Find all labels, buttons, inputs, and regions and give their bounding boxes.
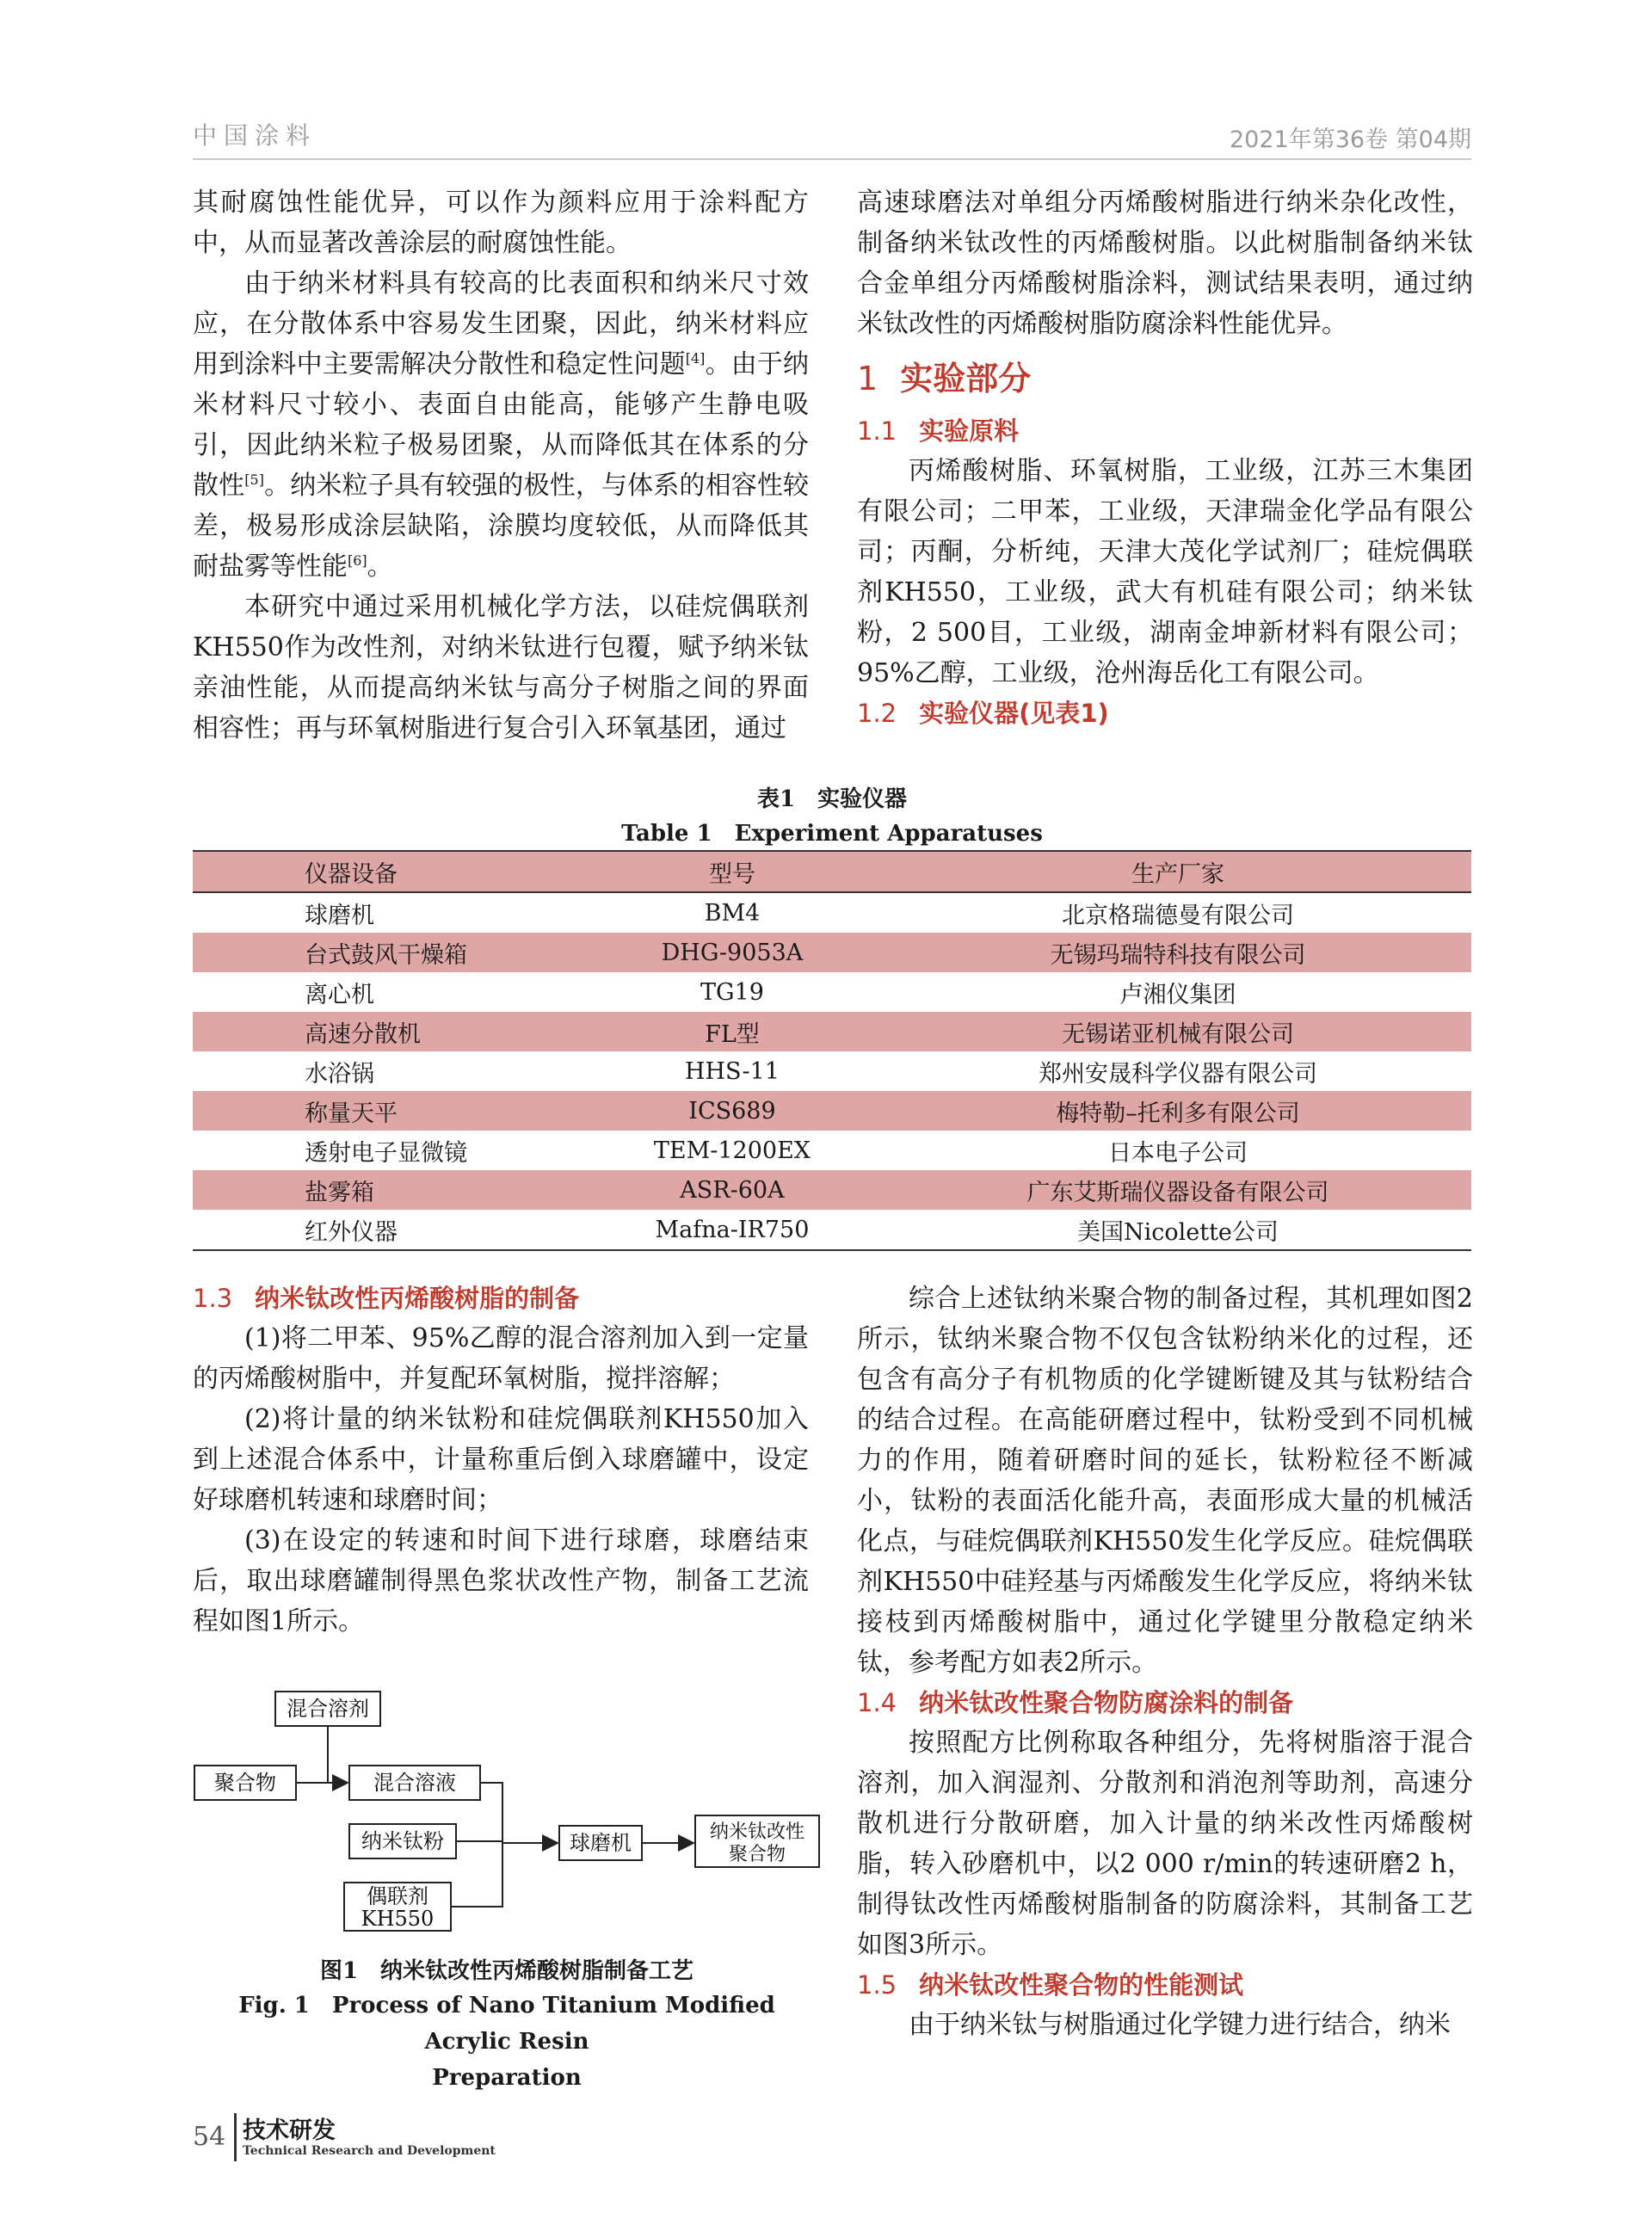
table-cell: 盐雾箱 xyxy=(305,1179,374,1206)
table-cell: 北京格瑞德曼有限公司 xyxy=(1061,902,1294,929)
footer-divider xyxy=(234,2113,237,2161)
label-nano-ti: 纳米钛粉 xyxy=(361,1829,444,1853)
table-row xyxy=(193,933,1471,972)
section-heading: 1 实验部分 xyxy=(857,360,1032,398)
paragraph: 由于纳米材料具有较高的比表面积和纳米尺寸效应，在分散体系中容易发生团聚，因此，纳米材料应用到涂料中主要需解决分散性和稳定性问题[4]。由于纳米材料尺寸较小、表面自由能高，能够产生静电吸引，因此纳米粒子极易团聚，从而降低其在体系的分散性[5]。纳米粒子具有较强的极性，与体系的相容性较差，极易形成涂层缺陷，涂膜均度较低，从而降低其耐盐雾等性能[6]。 xyxy=(193,268,810,582)
table-cell: 无锡诺亚机械有限公司 xyxy=(1061,1020,1294,1048)
table-cell: 卢湘仪集团 xyxy=(1119,981,1236,1008)
table-cell: 称量天平 xyxy=(305,1100,398,1127)
step-1: (1)将二甲苯、95%乙醇的混合溶剂加入到一定量的丙烯酸树脂中，并复配环氧树脂，搅拌溶解； xyxy=(193,1323,809,1394)
subsection-heading: 1.4 纳米钛改性聚合物防腐涂料的制备 xyxy=(857,1688,1294,1717)
table-cell: BM4 xyxy=(704,899,761,927)
table-row xyxy=(193,1210,1471,1250)
figure-caption-en: Fig. 1 Process of Nano Titanium Modified Acrylic Resin Preparation xyxy=(238,1993,775,2091)
table-cell: 透射电子显微镜 xyxy=(305,1139,467,1167)
table-cell: 红外仪器 xyxy=(305,1218,398,1246)
label-mixed-solvent: 混合溶剂 xyxy=(287,1697,369,1721)
table-cell: 高速分散机 xyxy=(305,1020,421,1048)
left-column-top xyxy=(193,182,809,749)
paragraph: 高速球磨法对单组分丙烯酸树脂进行纳米杂化改性，制备纳米钛改性的丙烯酸树脂。以此树脂制备纳米钛合金单组分丙烯酸树脂涂料，测试结果表明，通过纳米钛改性的丙烯酸树脂防腐涂料性能优异。 xyxy=(857,188,1473,339)
subsection-heading: 1.2 实验仪器(见表1) xyxy=(857,699,1109,728)
figure-caption: 图1 纳米钛改性丙烯酸树脂制备工艺 xyxy=(319,1958,694,1984)
table-cell: ICS689 xyxy=(688,1097,776,1125)
table-header-row xyxy=(193,851,1471,892)
table-caption-en: Table 1 Experiment Apparatuses xyxy=(621,821,1043,847)
page-number: 54 xyxy=(193,2122,226,2152)
table-row xyxy=(193,1170,1471,1210)
table-cell: 球磨机 xyxy=(305,902,374,929)
table-cell: 水浴锅 xyxy=(305,1060,374,1088)
label-product-1: 纳米钛改性 xyxy=(709,1821,805,1843)
table-cell: 广东艾斯瑞仪器设备有限公司 xyxy=(1026,1179,1329,1206)
journal-name: 中国涂料 xyxy=(193,121,317,150)
label-ball-mill: 球磨机 xyxy=(570,1831,632,1855)
paragraph: 本研究中通过采用机械化学方法，以硅烷偶联剂KH550作为改性剂，对纳米钛进行包覆，赋予纳米钛亲油性能，从而提高纳米钛与高分子树脂之间的界面相容性；再与环氧树脂进行复合引入环氧基团，通过 xyxy=(193,592,809,743)
citation: [6] xyxy=(348,552,367,569)
label-mixed-solution: 混合溶液 xyxy=(373,1771,456,1795)
subsection-heading: 1.5 纳米钛改性聚合物的性能测试 xyxy=(857,1970,1244,2000)
right-column-bottom xyxy=(857,1279,1473,2045)
table-cell: 美国Nicolette公司 xyxy=(1076,1218,1279,1246)
table-caption: 表1 实验仪器 xyxy=(756,786,908,812)
table-cell: DHG-9053A xyxy=(661,939,804,966)
section-label-en: Technical Research and Development xyxy=(243,2144,496,2158)
subsection-heading: 1.1 实验原料 xyxy=(857,416,1020,446)
table-cell: FL型 xyxy=(705,1020,760,1048)
label-polymer: 聚合物 xyxy=(214,1771,276,1795)
issue-info: 2021年第36卷 第04期 xyxy=(1229,126,1471,153)
label-coupling-agent-2: KH550 xyxy=(361,1907,435,1931)
step-2: (2)将计量的纳米钛粉和硅烷偶联剂KH550加入到上述混合体系中，计量称重后倒入球磨罐中，设定好球磨机转速和球磨时间； xyxy=(193,1404,809,1515)
label-product-2: 聚合物 xyxy=(728,1844,786,1865)
subsection-heading: 1.3 纳米钛改性丙烯酸树脂的制备 xyxy=(193,1284,580,1313)
table-row xyxy=(193,1131,1471,1170)
column-header: 型号 xyxy=(580,851,885,892)
table-cell: 无锡玛瑞特科技有限公司 xyxy=(1050,941,1306,969)
section-label: 技术研发 xyxy=(243,2117,336,2144)
header-rule xyxy=(193,158,1471,160)
table-cell: 梅特勒–托利多有限公司 xyxy=(1056,1100,1300,1127)
table-row xyxy=(193,1051,1471,1091)
table-cell: TG19 xyxy=(700,978,764,1006)
column-header: 生产厂家 xyxy=(885,851,1471,892)
table-cell: ASR-60A xyxy=(680,1176,785,1204)
table-cell: HHS-11 xyxy=(684,1057,780,1085)
table-row xyxy=(193,892,1471,933)
label-coupling-agent-1: 偶联剂 xyxy=(367,1884,428,1908)
step-3: (3)在设定的转速和时间下进行球磨，球磨结束后，取出球磨罐制得黑色浆状改性产物，制备工艺流程如图1所示。 xyxy=(193,1525,809,1636)
left-column-bottom xyxy=(193,1279,809,1642)
table-cell: Mafna-IR750 xyxy=(655,1216,810,1243)
right-column-top xyxy=(857,182,1473,733)
paragraph: 由于纳米钛与树脂通过化学键力进行结合，纳米 xyxy=(909,2010,1451,2040)
process-flowchart xyxy=(193,1678,821,1936)
table-row xyxy=(193,972,1471,1012)
table-cell: 郑州安晟科学仪器有限公司 xyxy=(1038,1060,1317,1088)
citation: [4] xyxy=(685,350,706,367)
connector-coupling xyxy=(451,1841,502,1907)
connector-solution xyxy=(480,1783,502,1843)
citation: [5] xyxy=(244,472,264,488)
column-header: 仪器设备 xyxy=(193,851,580,892)
table-cell: 离心机 xyxy=(305,981,374,1008)
table-row xyxy=(193,1091,1471,1131)
paragraph: 按照配方比例称取各种组分，先将树脂溶于混合溶剂，加入润湿剂、分散剂和消泡剂等助剂，高速分散机进行分散研磨，加入计量的纳米改性丙烯酸树脂，转入砂磨机中，以2 000 r/min的转速研磨2 h，制得钛改性丙烯酸树脂制备的防腐涂料，其制备工艺如图3所示。 xyxy=(857,1728,1473,1960)
table-cell: 日本电子公司 xyxy=(1107,1139,1248,1167)
apparatus-table xyxy=(193,850,1471,1251)
table-cell: 台式鼓风干燥箱 xyxy=(305,941,467,969)
paragraph: 综合上述钛纳米聚合物的制备过程，其机理如图2所示，钛纳米聚合物不仅包含钛粉纳米化的过程，还包含有高分子有机物质的化学键断键及其与钛粉结合的结合过程。在高能研磨过程中，钛粉受到不同机械力的作用，随着研磨时间的延长，钛粉粒径不断减小，钛粉的表面活化能升高，表面形成大量的机械活化点，与硅烷偶联剂KH550发生化学反应。硅烷偶联剂KH550中硅羟基与丙烯酸发生化学反应，将纳米钛接枝到丙烯酸树脂中，通过化学键里分散稳定纳米钛，参考配方如表2所示。 xyxy=(857,1284,1473,1678)
paragraph: 丙烯酸树脂、环氧树脂，工业级，江苏三木集团有限公司；二甲苯，工业级，天津瑞金化学品有限公司；丙酮，分析纯，天津大茂化学试剂厂；硅烷偶联剂KH550，工业级，武大有机硅有限公司；纳米钛粉，2 500目，工业级，湖南金坤新材料有限公司；95%乙醇，工业级，沧州海岳化工有限公司。 xyxy=(857,456,1473,688)
table-row xyxy=(193,1012,1471,1051)
table-cell: TEM-1200EX xyxy=(653,1137,811,1164)
paragraph: 其耐腐蚀性能优异，可以作为颜料应用于涂料配方中，从而显著改善涂层的耐腐蚀性能。 xyxy=(193,188,809,258)
